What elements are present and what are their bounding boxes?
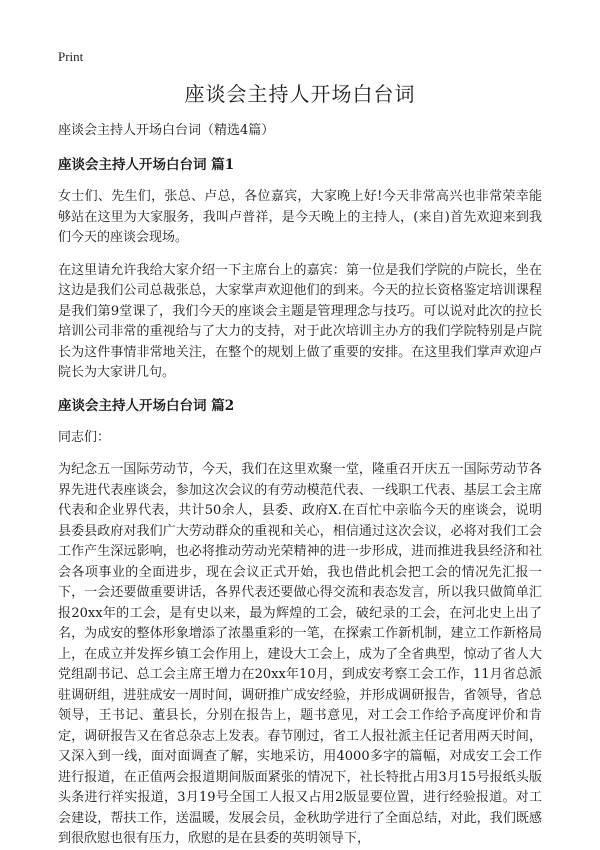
paragraph: 女士们、先生们，张总、卢总，各位嘉宾，大家晚上好!今天非常高兴也非常荣幸能够站在这里为大家服务，我叫卢普祥，是今天晚上的主持人，(来自)首先欢迎来到我们今天的座谈会现场。 (58, 189, 542, 245)
document-title: 座谈会主持人开场白台词 (184, 82, 416, 106)
paragraph: 在这里请允许我给大家介绍一下主席台上的嘉宾：第一位是我们学院的卢院长，坐在这边是我们公司总裁张总，大家掌声欢迎他们的到来。今天的拉长资格鉴定培训课程是我们第9堂课了，我们今天的座谈会主题是管理理念与技巧。可以说对此次的拉长培训公司非常的重视给与了大力的支持，对于此次培训主办方的我们学院特别是卢院长为这件事情非常地关注，在整个的规划上做了重要的安排。在这里我们掌声欢迎卢院长为大家讲几句。 (58, 262, 542, 380)
print-link[interactable]: Print (58, 49, 84, 64)
paragraph: 同志们： (58, 429, 111, 445)
section-2 (58, 396, 542, 850)
paragraph: 为纪念五一国际劳动节，今天，我们在这里欢聚一堂，隆重召开庆五一国际劳动节各界先进代表座谈会，参加这次会议的有劳动模范代表、一线职工代表、基层工会主席代表和企业界代表，共计50余人，县委、政府X.在百忙中亲临今天的座谈会，说明县委县政府对我们广大劳动群众的重视和关心，相信通过这次会议，必将对我们工会工作产生深远影响，也必将推动劳动光荣精神的进一步形成，进而推进我县经济和社会各项事业的全面进步，现在会议正式开始，我也借此机会把工会的情况先汇报一下，一会还要做重要讲话，各界代表还要做心得交流和表态发言，所以我只做简单汇报20xx年的工会，是有史以来，最为辉煌的工会，破纪录的工会，在河北史上出了名，为成安的整体形象增添了浓墨重彩的一笔，在探索工作新机制，建立工作新格局上，在成立并发挥乡镇工会作用上，建设大工会上，成为了全省典型，惊动了省人大党组副书记、总工会主席王增力在20xx年10月，到成安考察工会工作，11月省总派驻调研组，进驻成安一周时间，调研推广成安经验，并形成调研报告，省领导，省总领导，王书记、董县长，分别在报告上，题书意见，对工会工作给予高度评价和肯定，调研报告又在省总杂志上发表。春节刚过，省工人报社派主任记者用两天时间，又深入到一线，面对面调查了解，实地采访，用4000多字的篇幅，对成安工会工作进行报道，在正值两会报道期间版面紧张的情况下，社长特批占用3月15号报纸头版头条进行祥实报道，3月19号全国工人报又占用2版显要位置，进行经验报道。对工会建设，帮扶工作，送温暖，发展会员，金秋助学进行了全面总结，对此，我们既感到很欣慰也很有压力，欣慰的是在县委的英明领导下， (58, 462, 542, 846)
section-heading: 座谈会主持人开场白台词 篇2 (58, 397, 235, 414)
section-heading: 座谈会主持人开场白台词 篇1 (58, 157, 235, 173)
document-subtitle: 座谈会主持人开场白台词（精选4篇） (58, 123, 275, 138)
section-1 (58, 155, 542, 384)
